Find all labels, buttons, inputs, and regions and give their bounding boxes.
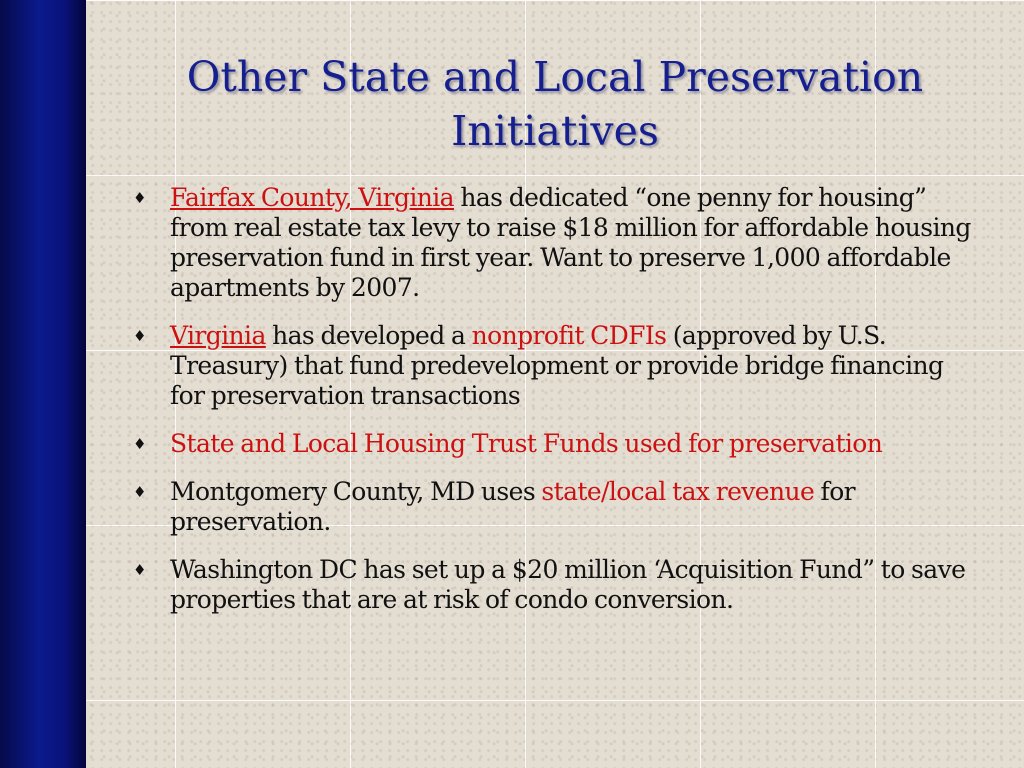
title-line-1: Other State and Local Preservation bbox=[186, 53, 924, 101]
left-accent-bar bbox=[0, 0, 86, 768]
bullet-fairfax bbox=[133, 183, 973, 303]
diamond-bullet-icon: ♦ bbox=[133, 189, 146, 207]
bullet-montgomery bbox=[133, 477, 973, 537]
virginia-link[interactable]: Virginia bbox=[170, 321, 266, 350]
bullet-text: Montgomery County, MD uses bbox=[170, 477, 542, 506]
bullet-text: has dedicated “one penny for housing” from real estate tax levy to raise $18 million for affordable housing preservation fund in first year. Want to preserve 1,000 affordable apartments by 2007. bbox=[170, 183, 971, 302]
diamond-bullet-icon: ♦ bbox=[133, 483, 146, 501]
diamond-bullet-icon: ♦ bbox=[133, 435, 146, 453]
diamond-bullet-icon: ♦ bbox=[133, 327, 146, 345]
bullet-trust-funds bbox=[133, 429, 973, 459]
bullet-text: (approved by U.S. Treasury) that fund predevelopment or provide bridge financing for preservation transactions bbox=[170, 321, 944, 410]
slide-title bbox=[120, 50, 990, 158]
bullet-text: has developed a bbox=[265, 321, 472, 350]
title-line-2: Initiatives bbox=[451, 107, 659, 155]
bullet-virginia bbox=[133, 321, 973, 411]
diamond-bullet-icon: ♦ bbox=[133, 561, 146, 579]
fairfax-county-link[interactable]: Fairfax County, Virginia bbox=[170, 183, 454, 212]
bullet-text: for preservation. bbox=[170, 477, 856, 536]
bullet-text: Washington DC has set up a $20 million ‘Acquisition Fund” to save properties that are at risk of condo conversion. bbox=[170, 555, 966, 614]
bullet-washington-dc bbox=[133, 555, 973, 615]
highlight-text: State and Local Housing Trust Funds used for preservation bbox=[170, 429, 883, 458]
bullet-list bbox=[133, 183, 973, 633]
highlight-text: nonprofit CDFIs bbox=[471, 321, 667, 350]
highlight-text: state/local tax revenue bbox=[541, 477, 815, 506]
